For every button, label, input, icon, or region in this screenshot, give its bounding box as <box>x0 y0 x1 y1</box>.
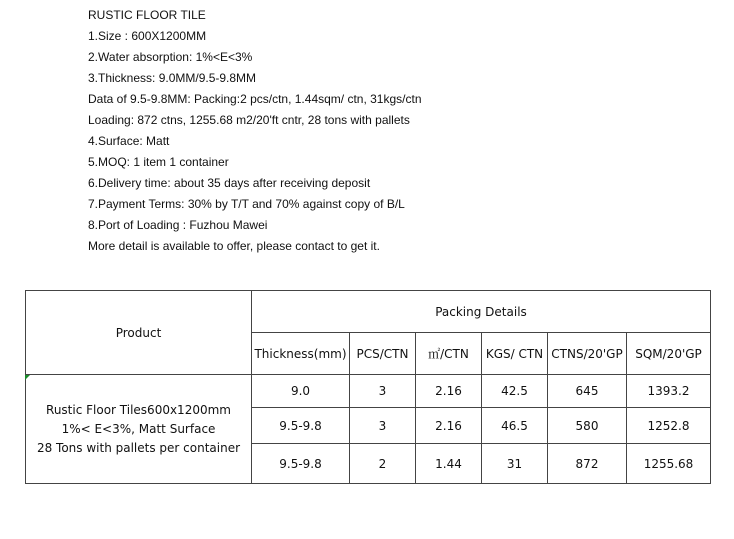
table-cell: 580 <box>548 408 627 444</box>
table-cell: 2.16 <box>416 375 482 408</box>
table-cell: 46.5 <box>482 408 548 444</box>
packing-table <box>25 290 711 484</box>
table-cell: 3 <box>350 375 416 408</box>
spec-line: 5.MOQ: 1 item 1 container <box>88 155 229 169</box>
spec-line: 3.Thickness: 9.0MM/9.5-9.8MM <box>88 71 257 85</box>
table-cell: 1255.68 <box>627 444 711 484</box>
product-line: 28 Tons with pallets per container <box>36 440 241 455</box>
table-cell: 3 <box>350 408 416 444</box>
table-cell: 1.44 <box>416 444 482 484</box>
spec-list <box>88 5 422 257</box>
spec-line: 6.Delivery time: about 35 days after receiving deposit <box>88 176 371 190</box>
column-header: CTNS/20'GP <box>548 333 627 375</box>
spec-line: 1.Size : 600X1200MM <box>88 29 207 43</box>
spec-line: Data of 9.5-9.8MM: Packing:2 pcs/ctn, 1.44sqm/ ctn, 31kgs/ctn <box>88 92 422 106</box>
spec-line: Loading: 872 ctns, 1255.68 m2/20'ft cntr, 28 tons with pallets <box>88 113 410 127</box>
table-cell: 2 <box>350 444 416 484</box>
spec-line: 4.Surface: Matt <box>88 134 170 148</box>
column-header: SQM/20'GP <box>627 333 711 375</box>
product-description <box>26 375 252 484</box>
column-header: KGS/ CTN <box>482 333 548 375</box>
table-cell: 31 <box>482 444 548 484</box>
column-header: PCS/CTN <box>350 333 416 375</box>
cell-marker-icon <box>25 375 30 380</box>
product-header: Product <box>26 291 252 375</box>
table-row <box>26 375 711 408</box>
table-cell: 2.16 <box>416 408 482 444</box>
table-cell: 1252.8 <box>627 408 711 444</box>
table-cell: 9.0 <box>252 375 350 408</box>
table-cell: 9.5-9.8 <box>252 408 350 444</box>
spec-line: 7.Payment Terms: 30% by T/T and 70% against copy of B/L <box>88 197 405 211</box>
spec-line: 8.Port of Loading : Fuzhou Mawei <box>88 218 268 232</box>
table-cell: 42.5 <box>482 375 548 408</box>
product-line: 1%< E<3%, Matt Surface <box>61 421 216 436</box>
spec-line: RUSTIC FLOOR TILE <box>88 8 206 22</box>
table-cell: 872 <box>548 444 627 484</box>
column-header: ㎡/CTN <box>416 333 482 375</box>
column-header: Thickness(mm) <box>252 333 350 375</box>
table-cell: 645 <box>548 375 627 408</box>
spec-line: 2.Water absorption: 1%<E<3% <box>88 50 253 64</box>
product-line: Rustic Floor Tiles600x1200mm <box>46 402 231 417</box>
table-cell: 9.5-9.8 <box>252 444 350 484</box>
spec-line: More detail is available to offer, please contact to get it. <box>88 239 380 253</box>
table-cell: 1393.2 <box>627 375 711 408</box>
packing-details-header: Packing Details <box>252 291 711 333</box>
